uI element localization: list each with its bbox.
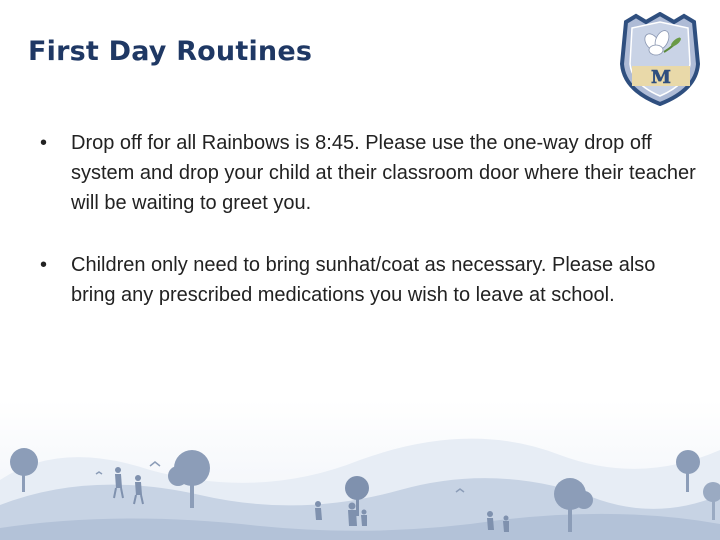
crest-monogram: M: [651, 67, 671, 88]
child-silhouette-icon: [503, 516, 509, 533]
bullet-marker: •: [40, 132, 48, 154]
school-crest-logo: [618, 12, 702, 106]
bullet-marker: •: [40, 254, 48, 276]
child-silhouette-icon: [487, 511, 494, 530]
child-silhouette-icon: [315, 501, 322, 520]
bullet-text-drop-off: Drop off for all Rainbows is 8:45. Please use the one-way drop off system and drop your child at their classroom door where their teacher will be waiting to greet you.: [71, 132, 696, 214]
bullet-item-drop-off: [40, 128, 700, 218]
decorative-landscape-footer: [0, 400, 720, 540]
bullet-item-what-to-bring: [40, 250, 700, 310]
bullet-text-what-to-bring: Children only need to bring sunhat/coat as necessary. Please also bring any prescribed medications you wish to leave at school.: [71, 254, 656, 306]
bullet-list: [40, 128, 700, 342]
slide-title: First Day Routines: [28, 36, 313, 67]
